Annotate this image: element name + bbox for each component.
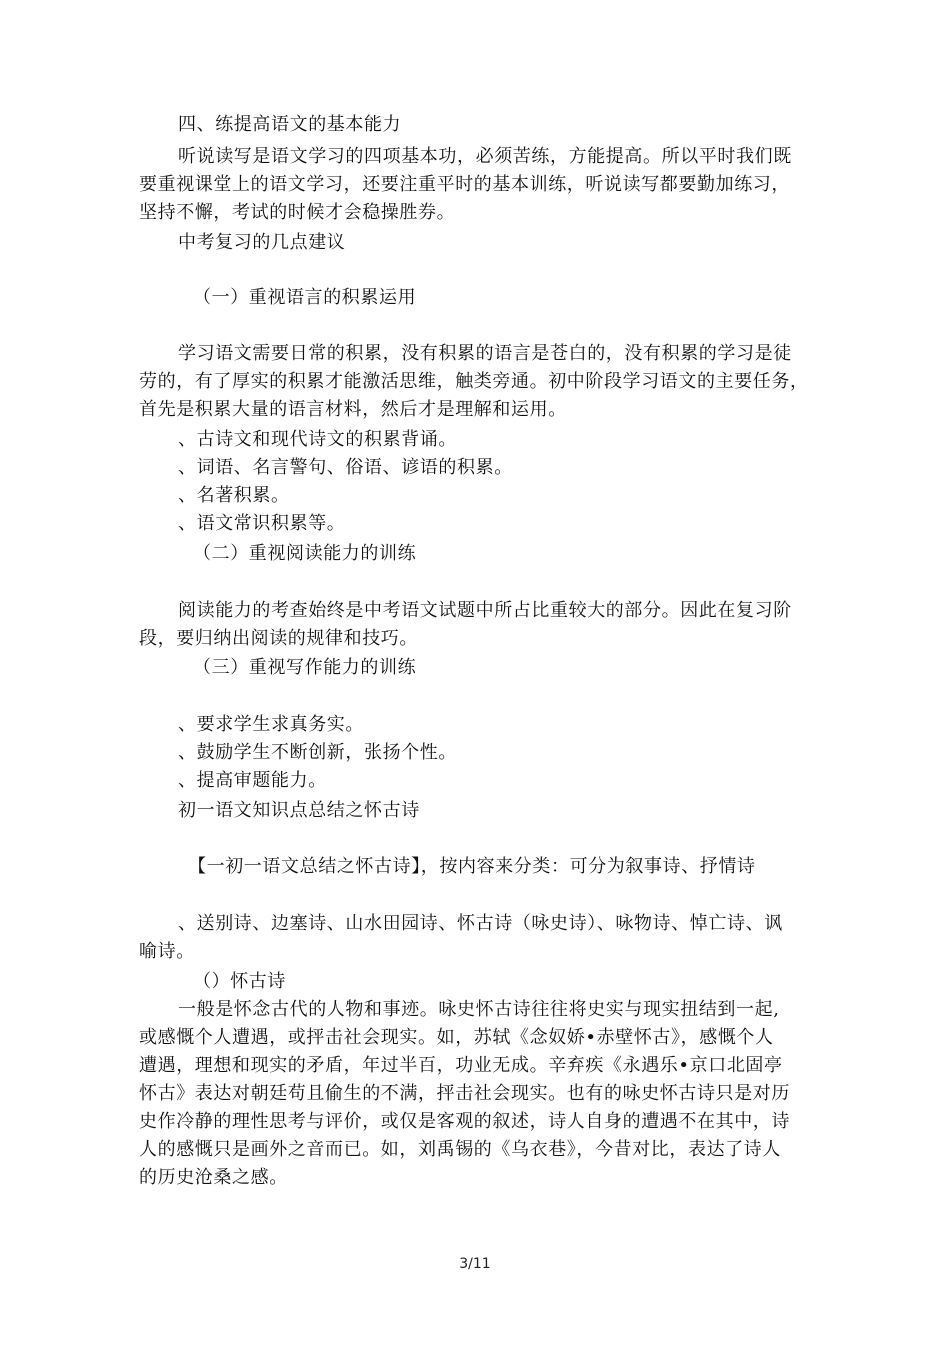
paragraph-line: 史作冷静的理性思考与评价，或仅是客观的叙述，诗人自身的遭遇不在其中，诗 — [139, 1111, 790, 1132]
list-item: 、提高审题能力。 — [178, 770, 327, 791]
paragraph-line: 坚持不懈，考试的时候才会稳操胜券。 — [139, 202, 456, 223]
paragraph-line: 【一初一语文总结之怀古诗】，按内容来分类：可分为叙事诗、抒情诗 — [188, 856, 756, 877]
paragraph-line: 或感慨个人遭遇，或抨击社会现实。如，苏轼《念奴娇•赤壁怀古》，感慨个人 — [139, 1027, 774, 1048]
list-item: 、鼓励学生不断创新，张扬个性。 — [178, 742, 457, 763]
list-item: 、要求学生求真务实。 — [178, 714, 364, 735]
paragraph-line: 遭遇，理想和现实的矛盾，年过半百，功业无成。辛弃疾《永遇乐•京口北固亭 — [139, 1055, 783, 1076]
paragraph-line: 要重视课堂上的语文学习，还要注重平时的基本训练，听说读写都要勤加练习， — [139, 174, 790, 195]
paragraph-line: 人的感慨只是画外之音而已。如，刘禹锡的《乌衣巷》，今昔对比，表达了诗人 — [139, 1139, 781, 1160]
list-item: 、词语、名言警句、俗语、谚语的积累。 — [178, 457, 513, 478]
section-heading: 四、练提高语文的基本能力 — [178, 114, 402, 135]
list-item: 、名著积累。 — [178, 485, 290, 506]
page-number: 3/11 — [459, 1256, 491, 1272]
paragraph-line: 段，要归纳出阅读的规律和技巧。 — [139, 628, 418, 649]
paragraph-line: 劳的，有了厚实的积累才能激活思维，触类旁通。初中阶段学习语文的主要任务， — [139, 371, 809, 392]
list-item: 、语文常识积累等。 — [178, 513, 346, 534]
paragraph-line: 一般是怀念古代的人物和事迹。咏史怀古诗往往将史实与现实扭结到一起, — [178, 999, 780, 1020]
paragraph-line: 、送别诗、边塞诗、山水田园诗、怀古诗（咏史诗）、咏物诗、悼亡诗、讽 — [178, 913, 783, 934]
section-title: 中考复习的几点建议 — [178, 232, 346, 253]
subsection-heading: （一）重视语言的积累运用 — [193, 287, 417, 308]
paragraph-line: 怀古》表达对朝廷苟且偷生的不满，抨击社会现实。也有的咏史怀古诗只是对历 — [139, 1083, 790, 1104]
paragraph-line: 听说读写是语文学习的四项基本功，必须苦练，方能提高。所以平时我们既 — [178, 146, 792, 167]
paragraph-line: 喻诗。 — [139, 941, 195, 962]
paragraph-line: 首先是积累大量的语言材料，然后才是理解和运用。 — [139, 399, 567, 420]
paragraph-line: 的历史沧桑之感。 — [139, 1167, 288, 1188]
subsection-heading: （三）重视写作能力的训练 — [193, 657, 417, 678]
subsection-heading: （二）重视阅读能力的训练 — [193, 543, 417, 564]
paragraph-line: 阅读能力的考查始终是中考语文试题中所占比重较大的部分。因此在复习阶 — [178, 600, 792, 621]
subsection-heading: （）怀古诗 — [193, 971, 286, 992]
paragraph-line: 学习语文需要日常的积累，没有积累的语言是苍白的，没有积累的学习是徒 — [178, 343, 792, 364]
section-title: 初一语文知识点总结之怀古诗 — [178, 800, 420, 821]
list-item: 、古诗文和现代诗文的积累背诵。 — [178, 429, 457, 450]
